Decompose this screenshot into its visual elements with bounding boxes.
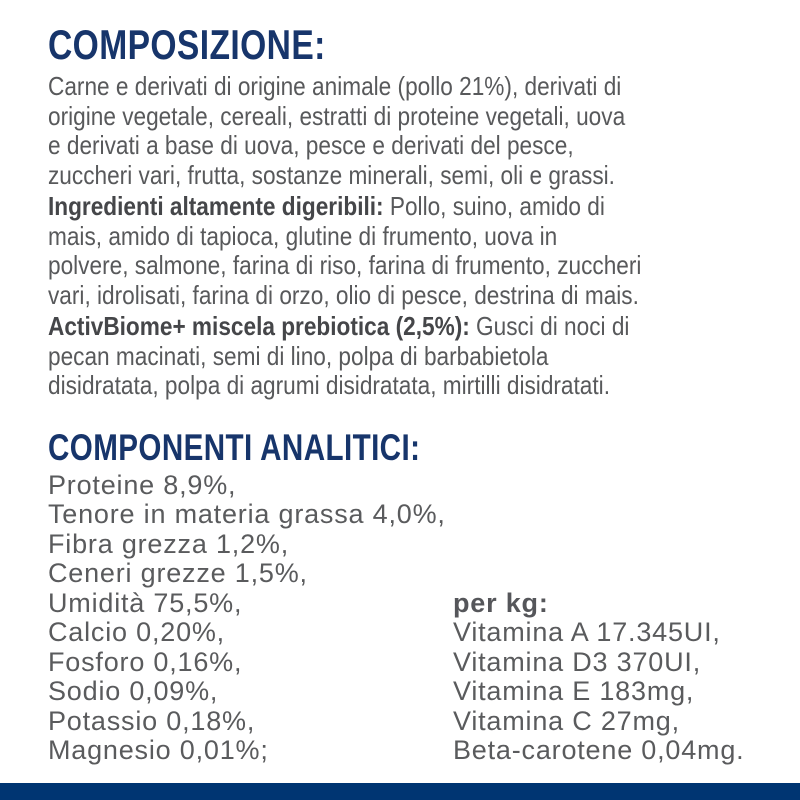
activbiome-line: pecan macinati, semi di lino, polpa di barbabietola bbox=[48, 340, 549, 371]
analytics-row: Potassio 0,18%, bbox=[48, 705, 256, 736]
ingredienti-line-rest: Pollo, suino, amido di bbox=[383, 191, 605, 221]
analytics-row: Calcio 0,20%, bbox=[48, 617, 225, 647]
analytics-columns bbox=[48, 471, 792, 766]
ingredienti-bold-label: Ingredienti altamente digeribili: bbox=[48, 191, 384, 221]
analytics-row: Tenore in materia grassa 4,0%, bbox=[48, 499, 446, 529]
vitamin-row: Vitamina E 183mg, bbox=[453, 676, 695, 706]
composizione-line: zuccheri vari, frutta, sostanze minerali, semi, oli e grassi. bbox=[48, 159, 615, 190]
composizione-line: origine vegetale, cereali, estratti di proteine vegetali, uova bbox=[48, 100, 626, 131]
ingredienti-line bbox=[48, 192, 695, 222]
per-kg-column bbox=[453, 589, 744, 766]
label-content bbox=[48, 22, 792, 766]
analytics-row: Umidità 75,5%, bbox=[48, 587, 243, 618]
analytics-row: Fosforo 0,16%, bbox=[48, 646, 243, 677]
analytics-row: Fibra grezza 1,2%, bbox=[48, 528, 289, 559]
analytics-row: Sodio 0,09%, bbox=[48, 676, 219, 706]
bottom-brand-bar bbox=[0, 783, 800, 800]
analytics-row: Ceneri grezze 1,5%, bbox=[48, 558, 308, 588]
ingredienti-line: mais, amido di tapioca, glutine di frumento, uova in bbox=[48, 220, 558, 251]
ingredienti-paragraph bbox=[48, 192, 695, 310]
ingredienti-line: vari, idrolisati, farina di orzo, olio di pesce, destrina di mais. bbox=[48, 279, 639, 310]
activbiome-paragraph bbox=[48, 312, 695, 401]
componenti-analitici-heading: COMPONENTI ANALITICI: bbox=[48, 426, 421, 468]
composizione-heading: COMPOSIZIONE: bbox=[48, 21, 326, 68]
composizione-line: Carne e derivati di origine animale (pollo 21%), derivati di bbox=[48, 71, 622, 101]
composizione-paragraph-1 bbox=[48, 72, 695, 190]
spacer bbox=[48, 401, 792, 427]
activbiome-line: disidratata, polpa di agrumi disidratata, mirtilli disidratati. bbox=[48, 370, 610, 400]
vitamin-row: Vitamina A 17.345UI, bbox=[453, 617, 721, 647]
vitamin-row: Beta-carotene 0,04mg. bbox=[453, 735, 745, 765]
ingredienti-line: polvere, salmone, farina di riso, farina di frumento, zuccheri bbox=[48, 250, 642, 280]
analytics-row: Magnesio 0,01%; bbox=[48, 735, 269, 765]
activbiome-bold-label: ActivBiome+ miscela prebiotica (2,5%): bbox=[48, 311, 470, 341]
activbiome-line bbox=[48, 312, 695, 342]
activbiome-line-rest: Gusci di noci di bbox=[469, 311, 630, 341]
per-kg-label: per kg: bbox=[453, 587, 549, 618]
vitamin-row: Vitamina D3 370UI, bbox=[453, 646, 702, 677]
analytics-row: Proteine 8,9%, bbox=[48, 469, 237, 500]
vitamin-row: Vitamina C 27mg, bbox=[453, 705, 680, 736]
composizione-line: e derivati a base di uova, pesce e derivati del pesce, bbox=[48, 130, 574, 160]
